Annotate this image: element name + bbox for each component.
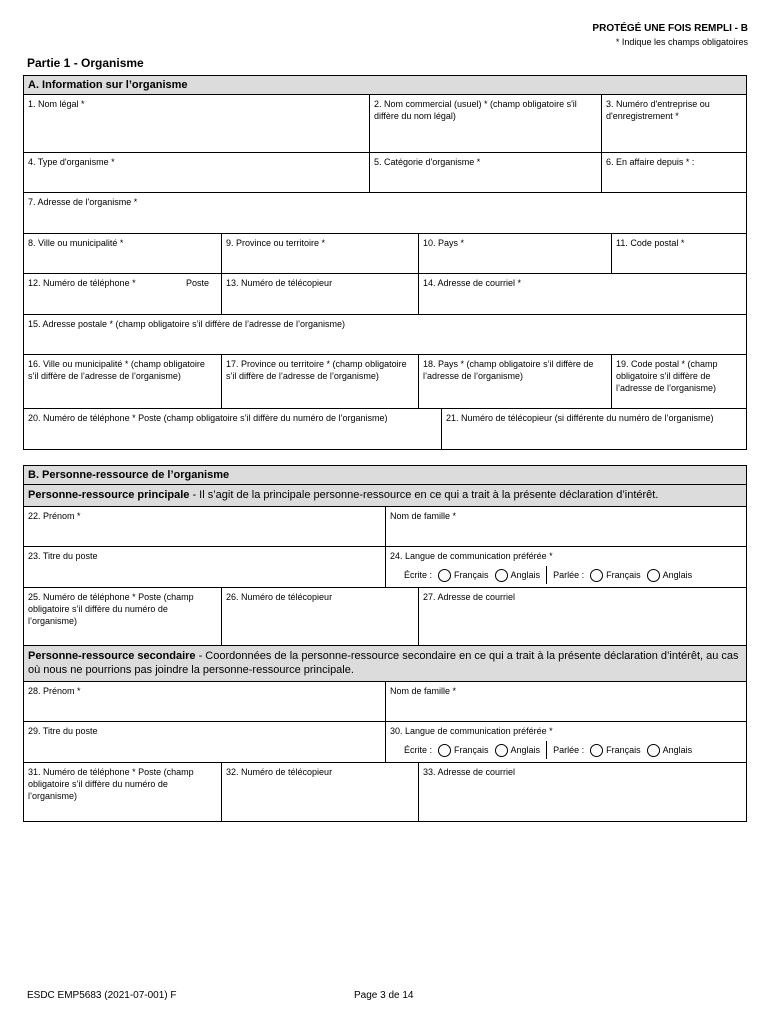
section-b-title: B. Personne-ressource de l’organisme: [24, 466, 746, 485]
required-note: * Indique les champs obligatoires: [615, 37, 748, 47]
field-legal-name[interactable]: 1. Nom légal *: [24, 95, 370, 152]
field-secondary-first-name[interactable]: 28. Prénom *: [24, 682, 386, 721]
field-mailing-fax[interactable]: 21. Numéro de télécopieur (si différente du numéro de l’organisme): [446, 413, 714, 423]
field-primary-email[interactable]: 27. Adresse de courriel: [423, 592, 516, 602]
page-number: Page 3 de 14: [354, 990, 414, 1001]
secondary-spoken-english-radio[interactable]: [647, 744, 660, 757]
field-mailing-province[interactable]: 17. Province ou territoire * (champ obligatoire s’il diffère de l’adresse de l’organisme): [222, 355, 419, 408]
divider: [546, 566, 547, 584]
field-secondary-last-name[interactable]: Nom de famille *: [390, 686, 457, 696]
protected-label: PROTÉGÉ UNE FOIS REMPLI - B: [592, 23, 748, 34]
field-primary-last-name[interactable]: Nom de famille *: [390, 511, 457, 521]
section-b: [23, 465, 747, 822]
field-org-address[interactable]: 7. Adresse de l'organisme *: [28, 197, 138, 207]
field-secondary-language: 30. Langue de communication préférée * Écrite : Français Anglais Parlée : Français Anglais: [386, 722, 746, 762]
field-in-business-since[interactable]: 6. En affaire depuis * :: [606, 157, 695, 167]
field-org-type[interactable]: 4. Type d'organisme *: [24, 153, 370, 192]
section-a: [23, 75, 747, 450]
secondary-written-english-radio[interactable]: [495, 744, 508, 757]
field-secondary-fax[interactable]: 32. Numéro de télécopieur: [222, 763, 419, 821]
field-primary-first-name[interactable]: 22. Prénom *: [24, 507, 386, 546]
field-postal-code[interactable]: 11. Code postal *: [616, 238, 685, 248]
primary-spoken-english-radio[interactable]: [647, 569, 660, 582]
divider: [546, 741, 547, 759]
field-mailing-postal-code[interactable]: 19. Code postal * (champ obligatoire s’il diffère de l’adresse de l’organisme): [616, 359, 718, 393]
field-mailing-phone[interactable]: 20. Numéro de téléphone * Poste (champ obligatoire s’il diffère du numéro de l’organisme): [24, 409, 442, 449]
field-city[interactable]: 8. Ville ou municipalité *: [24, 234, 222, 273]
secondary-contact-heading: Personne-ressource secondaire - Coordonnées de la personne-ressource secondaire en ce qui a trait à la présente déclaration d’intérêt, au cas où nous ne pourrions pas joindre la personne-ressource principale.: [24, 646, 746, 682]
field-mailing-city[interactable]: 16. Ville ou municipalité * (champ obligatoire s’il diffère de l’adresse de l’organisme): [24, 355, 222, 408]
field-primary-job-title[interactable]: 23. Titre du poste: [24, 547, 386, 587]
secondary-spoken-french-radio[interactable]: [590, 744, 603, 757]
secondary-written-french-radio[interactable]: [438, 744, 451, 757]
primary-written-french-radio[interactable]: [438, 569, 451, 582]
form-id: ESDC EMP5683 (2021-07-001) F: [27, 990, 177, 1001]
field-mailing-country[interactable]: 18. Pays * (champ obligatoire s’il diffère de l’adresse de l’organisme): [419, 355, 612, 408]
field-phone[interactable]: 12. Numéro de téléphone * Poste: [24, 274, 222, 314]
field-primary-fax[interactable]: 26. Numéro de télécopieur: [222, 588, 419, 645]
field-mailing-address[interactable]: 15. Adresse postale * (champ obligatoire s’il diffère de l’adresse de l’organisme): [28, 319, 346, 329]
field-email[interactable]: 14. Adresse de courriel *: [423, 278, 522, 288]
field-primary-phone[interactable]: 25. Numéro de téléphone * Poste (champ obligatoire s’il diffère du numéro de l’organisme): [24, 588, 222, 645]
field-secondary-email[interactable]: 33. Adresse de courriel: [423, 767, 516, 777]
field-secondary-job-title[interactable]: 29. Titre du poste: [24, 722, 386, 762]
field-business-number[interactable]: 3. Numéro d'entreprise ou d'enregistrement *: [606, 99, 710, 121]
field-primary-language: 24. Langue de communication préférée * Écrite : Français Anglais Parlée : Français Anglais: [386, 547, 746, 587]
secondary-language-options: Écrite : Français Anglais Parlée : Français Anglais: [386, 741, 746, 759]
field-org-category[interactable]: 5. Catégorie d'organisme *: [370, 153, 602, 192]
primary-written-english-radio[interactable]: [495, 569, 508, 582]
field-secondary-phone[interactable]: 31. Numéro de téléphone * Poste (champ obligatoire s’il diffère du numéro de l’organisme): [24, 763, 222, 821]
field-province[interactable]: 9. Province ou territoire *: [222, 234, 419, 273]
section-a-title: A. Information sur l’organisme: [24, 76, 746, 95]
primary-spoken-french-radio[interactable]: [590, 569, 603, 582]
field-common-name[interactable]: 2. Nom commercial (usuel) * (champ obligatoire s'il diffère du nom légal): [370, 95, 602, 152]
field-fax[interactable]: 13. Numéro de télécopieur: [222, 274, 419, 314]
field-country[interactable]: 10. Pays *: [419, 234, 612, 273]
part-title: Partie 1 - Organisme: [27, 56, 144, 70]
primary-contact-heading: Personne-ressource principale - Il s’agit de la principale personne-ressource en ce qui a trait à la présente déclaration d’intérêt.: [24, 485, 746, 507]
primary-language-options: Écrite : Français Anglais Parlée : Français Anglais: [386, 566, 746, 584]
